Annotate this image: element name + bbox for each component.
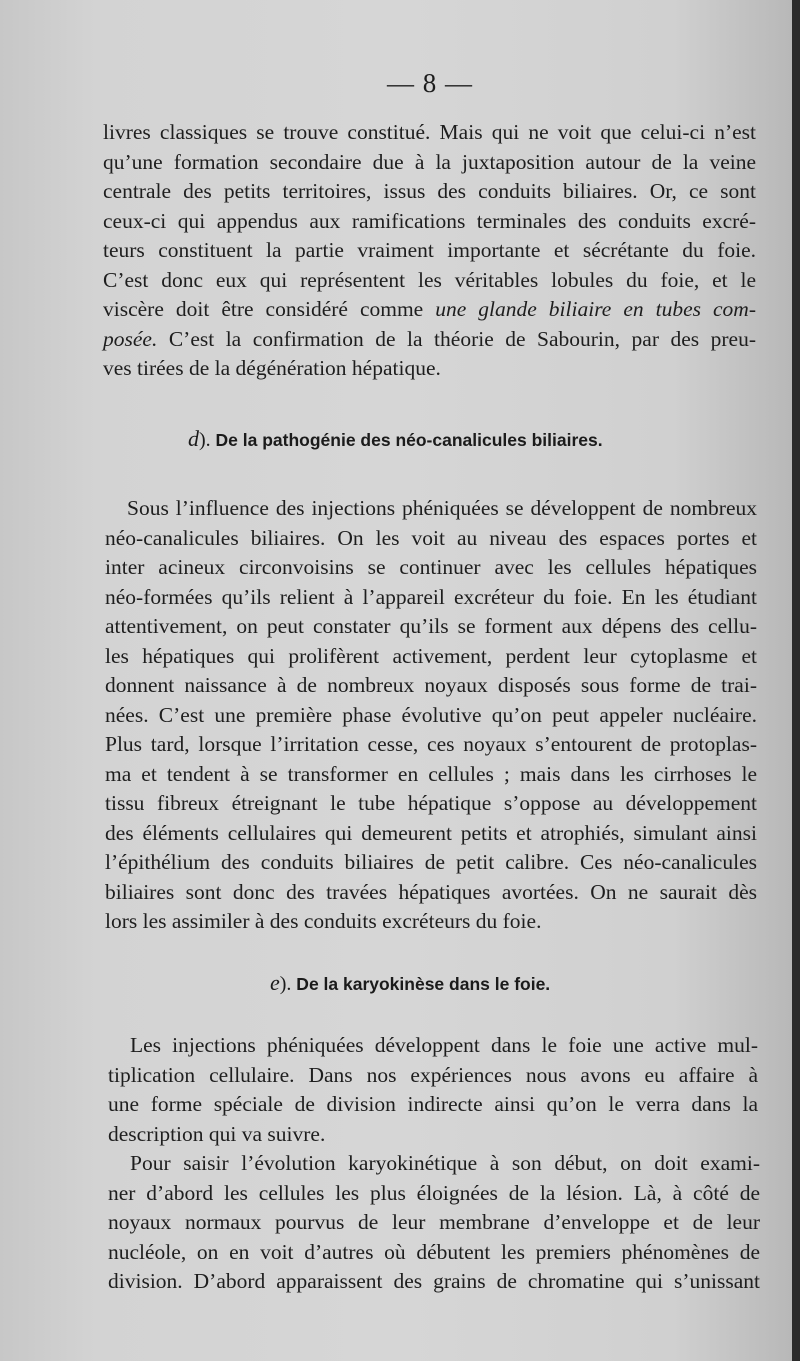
text-line: biliaires sont donc des travées hépatiques avortées. On ne saurait dès [105,879,757,904]
text-line: attentivement, on peut constater qu’ils se forment aux dépens des cellu- [105,614,757,638]
text-line: les hépatiques qui prolifèrent activement, perdent leur cytoplasme et [105,643,757,668]
section-title: De la karyokinèse dans le foie. [291,974,551,994]
text-line: lors les assimiler à des conduits excréteurs du foie. [105,909,542,933]
paragraph-karyokinese-evolution [108,1149,760,1297]
section-letter: e [270,970,280,995]
scan-dark-edge [792,0,800,1361]
text-line: nées. C’est une première phase évolutive qu’on peut appeler nucléaire. [105,702,757,727]
text-segment: viscère doit être considéré comme [103,297,436,321]
text-line: néo-canalicules biliaires. On les voit au niveau des espaces portes et [105,525,757,550]
text-line [103,325,756,355]
section-heading-d [188,426,603,452]
section-title: De la pathogénie des néo-canalicules biliaires. [210,430,603,450]
text-line: description qui va suivre. [108,1121,326,1146]
paragraph-continuation [103,118,756,384]
text-line: néo-formées qu’ils relient à l’appareil excréteur du foie. En les étudiant [105,584,757,609]
text-line: livres classiques se trouve constitué. Mais qui ne voit que celui-ci n’est [103,120,756,144]
text-line: tissu fibreux étreignant le tube hépatique s’oppose au développement [105,791,757,815]
text-line: qu’une formation secondaire due à la juxtaposition autour de la veine [103,149,756,174]
text-line: nucléole, on en voit d’autres où débutent les premiers phénomènes de [108,1239,760,1264]
text-segment: C’est la confirmation de la théorie de Sabourin, par des preu- [157,326,756,351]
text-line: Sous l’influence des injections phéniquées se développent de nombreux [127,496,757,520]
section-paren: ). [199,429,211,451]
text-line: des éléments cellulaires qui demeurent petits et atrophiés, simulant ainsi [105,820,757,845]
text-line: donnent naissance à de nombreux noyaux disposés sous forme de trai- [105,673,757,697]
text-line: teurs constituent la partie vraiment importante et sécrétante du foie. [103,238,756,262]
section-heading-e [270,970,550,996]
paragraph-karyokinese-intro [108,1031,758,1149]
text-line: Les injections phéniquées développent dans le foie une active mul- [130,1033,758,1057]
text-line: noyaux normaux pourvus de leur membrane d’enveloppe et de leur [108,1210,760,1234]
text-line: Pour saisir l’évolution karyokinétique à son début, on doit exami- [130,1151,760,1175]
text-line [103,295,756,325]
text-line: C’est donc eux qui représentent les véritables lobules du foie, et le [103,267,756,292]
italic-phrase: une glande biliaire en tubes com- [435,297,756,321]
text-line: l’épithélium des conduits biliaires de petit calibre. Ces néo-canalicules [105,850,757,874]
section-paren: ). [279,973,292,995]
text-line: ma et tendent à se transformer en cellules ; mais dans les cirrhoses le [105,761,757,786]
text-line: division. D’abord apparaissent des grains de chromatine qui s’unissant [108,1269,760,1293]
text-line: tiplication cellulaire. Dans nos expériences nous avons eu affaire à [108,1062,758,1087]
text-line: inter acineux circonvoisins se continuer avec les cellules hépatiques [105,555,757,579]
page-number: — 8 — [387,68,473,98]
text-line: ves tirées de la dégénération hépatique. [103,356,441,380]
text-line: Plus tard, lorsque l’irritation cesse, ces noyaux s’entourent de protoplas- [105,732,757,756]
text-line: une forme spéciale de division indirecte ainsi qu’on le verra dans la [108,1092,758,1116]
text-line: ner d’abord les cellules les plus éloignées de la lésion. Là, à côté de [108,1180,760,1205]
text-line: ceux-ci qui appendus aux ramifications terminales des conduits excré- [103,208,756,233]
text-line: centrale des petits territoires, issus des conduits biliaires. Or, ce sont [103,179,756,203]
italic-phrase: posée. [103,326,158,351]
section-letter: d [188,426,199,451]
paragraph-pathogenie [105,494,757,937]
